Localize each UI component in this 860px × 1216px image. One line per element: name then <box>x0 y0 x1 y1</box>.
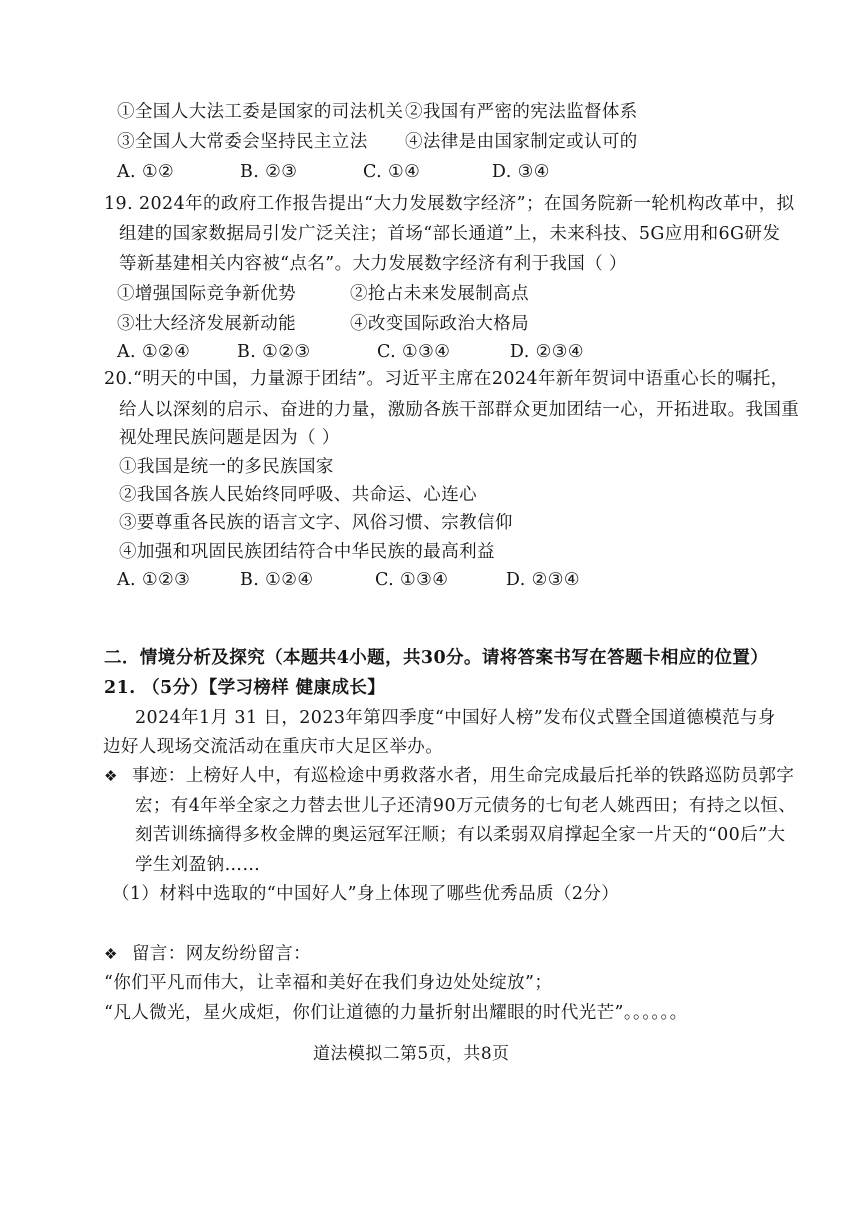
q21-intro-line-1: 2024年1月 31 日，2023年第四季度“中国好人榜”发布仪式暨全国道德模范与身 <box>135 708 776 728</box>
q20-statement-2: ②我国各族人民始终同呼吸、共命运、心连心 <box>119 485 477 505</box>
q20-options <box>117 569 580 591</box>
section-heading: 二．情境分析及探究（本题共4小题，共30分。请将答案书写在答题卡相应的位置） <box>104 648 769 668</box>
q19-statement-4: ④改变国际政治大格局 <box>350 314 529 334</box>
q18-option-b: B. ②③ <box>239 162 298 182</box>
q18-statement-4: ④法律是由国家制定或认可的 <box>405 132 638 152</box>
q19-stem-line-2: 组建的国家数据局引发广泛关注；首场“部长通道”上，未来科技、5G应用和6G研发 <box>119 224 781 244</box>
q19-stem-line-1: 19. 2024年的政府工作报告提出“大力发展数字经济”；在国务院新一轮机构改革中，拟 <box>104 194 795 214</box>
q20-statement-4: ④加强和巩固民族团结符合中华民族的最高利益 <box>119 542 495 562</box>
q19-option-d: D. ②③④ <box>509 342 584 362</box>
q19-options <box>117 341 584 363</box>
q21-intro-line-2: 边好人现场交流活动在重庆市大足区举办。 <box>103 737 444 757</box>
q20-option-c: C. ①③④ <box>374 570 449 590</box>
q18-option-d: D. ③④ <box>491 162 550 182</box>
diamond-bullet-icon: ❖ <box>104 767 118 785</box>
q20-stem-line-2: 给人以深刻的启示、奋进的力量，激励各族干部群众更加团结一心，开拓进取。我国重 <box>119 400 800 420</box>
q21-comments-label-line <box>104 943 311 965</box>
q18-statement-2: ②我国有严密的宪法监督体系 <box>405 102 638 122</box>
q21-deeds-text-1: 事迹：上榜好人中，有巡检途中勇救落水者，用生命完成最后托举的铁路巡防员郭字 <box>132 766 795 786</box>
page-footer: 道法模拟二第5页，共8页 <box>313 1044 510 1064</box>
q21-subquestion-1: （1）材料中选取的“中国好人”身上体现了哪些优秀品质（2分） <box>112 884 620 904</box>
q20-statement-1: ①我国是统一的多民族国家 <box>119 457 334 477</box>
q21-deeds-line-2: 宏；有4年举全家之力替去世儿子还清90万元债务的七旬老人姚西田；有持之以恒、 <box>135 796 797 816</box>
q20-statement-3: ③要尊重各民族的语言文字、风俗习惯、宗教信仰 <box>119 513 513 533</box>
q18-option-c: C. ①④ <box>362 162 421 182</box>
q19-statement-2: ②抢占未来发展制高点 <box>350 284 529 304</box>
q20-stem-line-3: 视处理民族问题是因为（ ） <box>119 428 340 448</box>
q20-stem-line-1: 20.“明天的中国，力量源于团结”。习近平主席在2024年新年贺词中语重心长的嘱托， <box>104 369 789 389</box>
q20-option-d: D. ②③④ <box>505 570 580 590</box>
q18-statement-3: ③全国人大常委会坚持民主立法 <box>117 132 368 152</box>
diamond-bullet-icon: ❖ <box>104 945 118 963</box>
q19-statement-1: ①增强国际竞争新优势 <box>117 284 296 304</box>
q20-option-b: B. ①②④ <box>239 570 314 590</box>
q21-header: 21. （5分）【学习榜样 健康成长】 <box>104 678 386 698</box>
q19-option-c: C. ①③④ <box>376 342 451 362</box>
q18-option-a: A. ①② <box>117 162 175 182</box>
q21-comment-1: “你们平凡而伟大，让幸福和美好在我们身边处处绽放”； <box>104 973 553 993</box>
q21-deeds-line-1 <box>104 765 794 787</box>
q19-option-a: A. ①②④ <box>117 342 191 362</box>
q18-statement-1: ①全国人大法工委是国家的司法机关 <box>117 102 404 122</box>
q21-comment-2: “凡人微光，星火成炬，你们让道德的力量折射出耀眼的时代光芒”。。。。。。 <box>104 1003 688 1023</box>
q21-comments-label: 留言：网友纷纷留言： <box>132 944 311 964</box>
q18-options <box>117 161 550 183</box>
q20-option-a: A. ①②③ <box>117 570 191 590</box>
q19-option-b: B. ①②③ <box>236 342 311 362</box>
q19-stem-line-3: 等新基建相关内容被“点名”。大力发展数字经济有利于我国（ ） <box>119 254 627 274</box>
q21-deeds-line-3: 刻苦训练摘得多枚金牌的奥运冠军汪顺；有以柔弱双肩撑起全家一片天的“00后”大 <box>135 825 786 845</box>
q19-statement-3: ③壮大经济发展新动能 <box>117 314 296 334</box>
q21-deeds-line-4: 学生刘盈钠…… <box>135 855 261 875</box>
